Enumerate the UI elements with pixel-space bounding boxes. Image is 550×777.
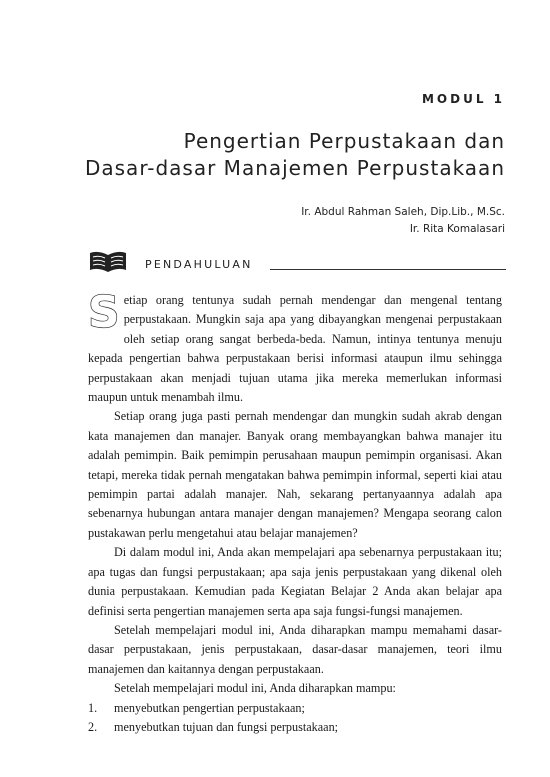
module-label: MODUL 1: [421, 92, 505, 106]
drop-cap: S: [88, 287, 120, 338]
list-item: [88, 718, 502, 737]
paragraph-1: [88, 287, 502, 407]
open-book-icon: [88, 250, 128, 274]
author-2: Ir. Rita Komalasari: [409, 223, 505, 235]
list-item: [88, 699, 502, 718]
paragraph-2: Setiap orang juga pasti pernah mendengar dan mungkin sudah akrab dengan kata manajemen dan manajer. Banyak orang membayangkan bahwa manajer itu adalah pemimpin. Baik pemimpin perusahaan maupun pemimpin organisasi. Akan tetapi, mereka tidak pernah mengatakan bahwa pemimpin informal, seperti kiai atau pemimpin partai adalah manajer. Nah, sekarang pertanyaannya adalah apa sebenarnya hubungan antara manajer dengan manajemen? Mengapa seorang calon pustakawan perlu mengetahui atau belajar manajemen?: [88, 409, 502, 540]
paragraph-3: Di dalam modul ini, Anda akan mempelajari apa sebenarnya perpustakaan itu; apa tugas dan fungsi perpustakaan; apa saja jenis perpustakaan yang dikenal oleh dunia perpustakaan. Kemudian pada Kegiatan Belajar 2 Anda akan belajar apa definisi serta pengertian manajemen serta apa saja fungsi-fungsi manajemen.: [88, 545, 502, 618]
list-item-text: menyebutkan pengertian perpustakaan;: [114, 700, 305, 715]
chapter-title: [85, 128, 505, 182]
author-1: Ir. Abdul Rahman Saleh, Dip.Lib., M.Sc.: [301, 206, 505, 218]
objectives-list: [88, 699, 502, 738]
list-item-text: menyebutkan tujuan dan fungsi perpustakaan;: [114, 719, 339, 734]
list-item-number: 2.: [88, 719, 98, 734]
section-rule: [270, 269, 506, 270]
paragraph-1-text: etiap orang tentunya sudah pernah mendengar dan mengenal tentang perpustakaan. Mungkin saja apa yang dibayangkan mengenai perpustakaan oleh setiap orang sangat berbeda-beda. Namun, intinya tentunya menuju kepada pengertian bahwa perpustakaan berisi informasi ataupun ilmu sehingga perpustakaan akan menjadi tujuan utama jika mereka memerlukan informasi maupun untuk menambah ilmu.: [88, 293, 502, 405]
section-heading: [88, 250, 506, 276]
chapter-title-line-2: Dasar-dasar Manajemen Perpustakaan: [84, 156, 505, 180]
author-block: [301, 204, 505, 238]
body-text: [88, 287, 502, 737]
paragraph-5: Setelah mempelajari modul ini, Anda diharapkan mampu:: [114, 681, 396, 696]
section-title: PENDAHULUAN: [145, 258, 253, 271]
chapter-title-line-1: Pengertian Perpustakaan dan: [183, 129, 505, 153]
paragraph-4: Setelah mempelajari modul ini, Anda diharapkan mampu memahami dasar-dasar perpustakaan, jenis perpustakaan, dasar-dasar manajemen, teori ilmu manajemen dan kaitannya dengan perpustakaan.: [88, 622, 502, 676]
list-item-number: 1.: [88, 700, 98, 715]
